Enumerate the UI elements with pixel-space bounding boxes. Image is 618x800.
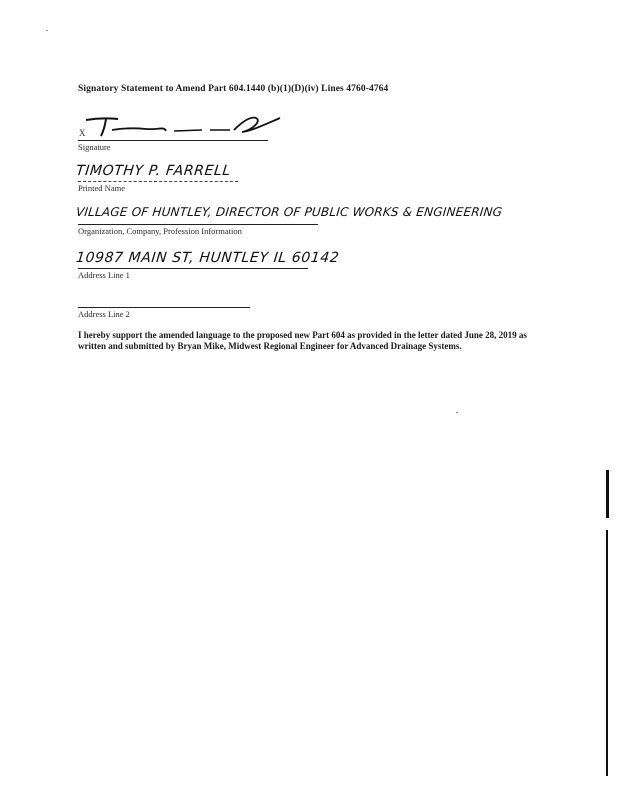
signature-label: Signature [78,142,111,152]
organization-line [78,224,318,225]
address-line-1-value: 10987 MAIN ST, HUNTLEY IL 60142 [75,250,341,266]
scan-edge-mark [606,470,609,518]
support-statement: I hereby support the amended language to the proposed new Part 604 as provided in the letter dated June 28, 2019 as written and submitted by Bryan Mike, Midwest Regional Engineer for Advanced Drainage Systems. [78,330,527,351]
organization-value: VILLAGE OF HUNTLEY, DIRECTOR OF PUBLIC WORKS & ENGINEERING [75,205,503,219]
signature-x-mark: X [79,128,86,138]
address-line-1-label: Address Line 1 [78,270,130,280]
signature-line [78,140,268,141]
address-line-1-line [78,268,308,269]
scan-speck [46,30,48,31]
scan-speck [456,412,458,413]
printed-name-value: TIMOTHY P. FARRELL [75,163,232,179]
printed-name-line [78,181,238,182]
scan-edge-mark [606,530,608,776]
document-title: Signatory Statement to Amend Part 604.1440 (b)(1)(D)(iv) Lines 4760-4764 [78,84,389,94]
printed-name-label: Printed Name [78,183,125,193]
organization-label: Organization, Company, Profession Information [78,226,242,236]
handwritten-signature [84,112,284,142]
address-line-2-label: Address Line 2 [78,309,130,319]
address-line-2-line [78,307,250,308]
